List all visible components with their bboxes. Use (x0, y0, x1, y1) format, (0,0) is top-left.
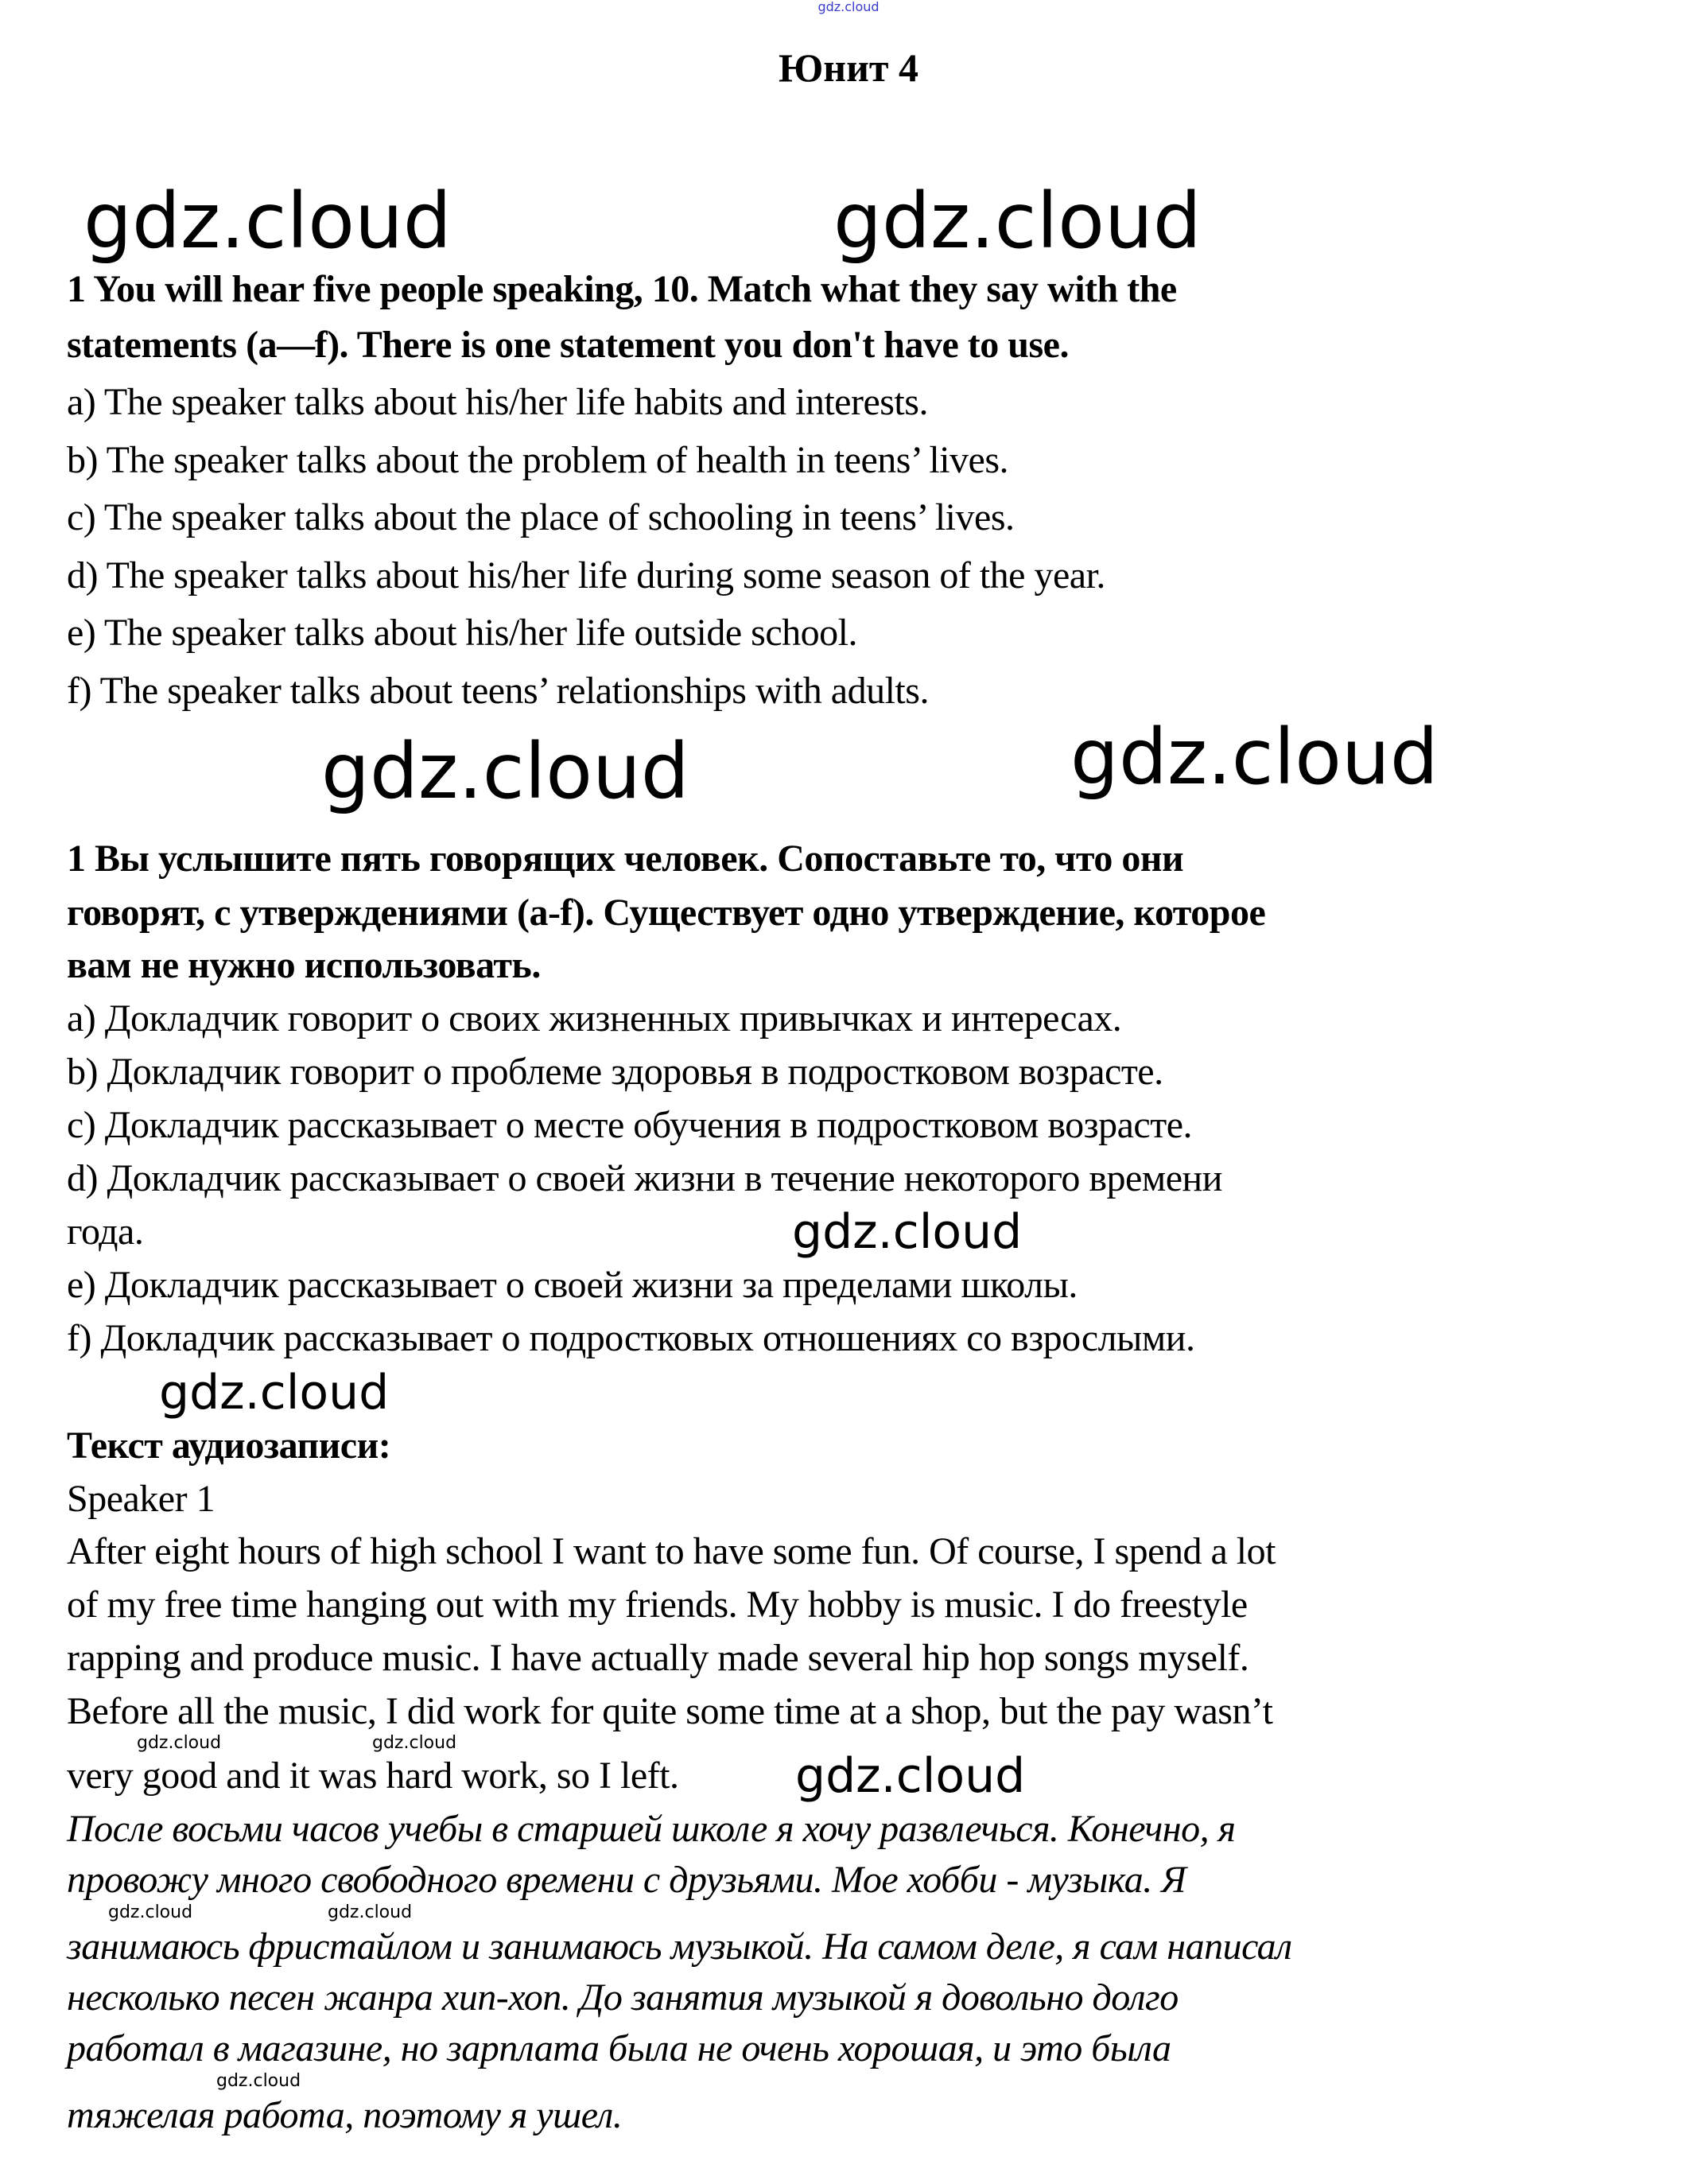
transcript-en-line: Before all the music, I did work for quite some time at a shop, but the pay wasn’t (67, 1690, 1273, 1732)
transcript-ru-line: После восьми часов учебы в старшей школе я хочу развлечься. Конечно, я (67, 1808, 1236, 1850)
statement-ru-f: f) Докладчик рассказывает о подростковых отношениях со взрослыми. (67, 1317, 1195, 1359)
speaker-label: Speaker 1 (67, 1478, 216, 1520)
watermark: gdz.cloud (833, 177, 1202, 266)
watermark: gdz.cloud (795, 1748, 1026, 1804)
transcript-en-line: After eight hours of high school I want to have some fun. Of course, I spend a lot (67, 1530, 1276, 1572)
task-heading-ru-line: вам не нужно использовать. (67, 944, 541, 986)
watermark: gdz.cloud (321, 727, 689, 816)
statement-ru-d-cont: года. (67, 1211, 144, 1253)
transcript-ru-line: тяжелая работа, поэтому я ушел. (67, 2094, 623, 2136)
task-heading-en-line: statements (a—f). There is one statement you don't have to use. (67, 324, 1069, 366)
transcript-en-line: very good and it was hard work, so I left. (67, 1755, 679, 1797)
statement-en-c: c) The speaker talks about the place of schooling in teens’ lives. (67, 496, 1015, 538)
watermark: gdz.cloud (83, 177, 452, 266)
transcript-ru-line: несколько песен жанра хип-хоп. До занятия музыкой я довольно долго (67, 1976, 1179, 2019)
watermark: gdz.cloud (372, 1733, 457, 1753)
transcript-en-line: of my free time hanging out with my friends. My hobby is music. I do freestyle (67, 1584, 1248, 1626)
statement-en-a: a) The speaker talks about his/her life habits and interests. (67, 381, 928, 423)
statement-en-d: d) The speaker talks about his/her life during some season of the year. (67, 554, 1105, 597)
watermark: gdz.cloud (216, 2071, 301, 2091)
statement-en-e: e) The speaker talks about his/her life outside school. (67, 612, 857, 654)
watermark: gdz.cloud (1070, 713, 1439, 802)
task-heading-en-line: 1 You will hear five people speaking, 10. Match what they say with the (67, 268, 1177, 310)
statement-en-f: f) The speaker talks about teens’ relationships with adults. (67, 670, 929, 712)
transcript-en-line: rapping and produce music. I have actually made several hip hop songs myself. (67, 1637, 1249, 1679)
statement-ru-a: a) Докладчик говорит о своих жизненных привычках и интересах. (67, 997, 1122, 1040)
statement-en-b: b) The speaker talks about the problem of health in teens’ lives. (67, 439, 1009, 481)
watermark: gdz.cloud (792, 1204, 1023, 1260)
statement-ru-d: d) Докладчик рассказывает о своей жизни в течение некоторого времени (67, 1157, 1222, 1199)
top-watermark: gdz.cloud (817, 0, 880, 14)
task-heading-ru-line: говорят, с утверждениями (a-f). Существует одно утверждение, которое (67, 892, 1266, 934)
transcript-heading: Текст аудиозаписи: (67, 1424, 391, 1467)
watermark: gdz.cloud (159, 1365, 390, 1420)
task-heading-ru-line: 1 Вы услышите пять говорящих человек. Сопоставьте то, что они (67, 837, 1184, 880)
transcript-ru-line: занимаюсь фристайлом и занимаюсь музыкой. На самом деле, я сам написал (67, 1926, 1292, 1968)
page-title: Юнит 4 (779, 45, 918, 90)
watermark: gdz.cloud (108, 1902, 193, 1922)
transcript-ru-line: работал в магазине, но зарплата была не очень хорошая, и это была (67, 2027, 1171, 2069)
statement-ru-c: c) Докладчик рассказывает о месте обучения в подростковом возрасте. (67, 1104, 1193, 1146)
watermark: gdz.cloud (137, 1733, 222, 1753)
transcript-ru-line: провожу много свободного времени с друзьями. Мое хобби - музыка. Я (67, 1859, 1186, 1901)
watermark: gdz.cloud (328, 1902, 413, 1922)
statement-ru-e: e) Докладчик рассказывает о своей жизни за пределами школы. (67, 1264, 1078, 1306)
statement-ru-b: b) Докладчик говорит о проблеме здоровья в подростковом возрасте. (67, 1051, 1163, 1093)
